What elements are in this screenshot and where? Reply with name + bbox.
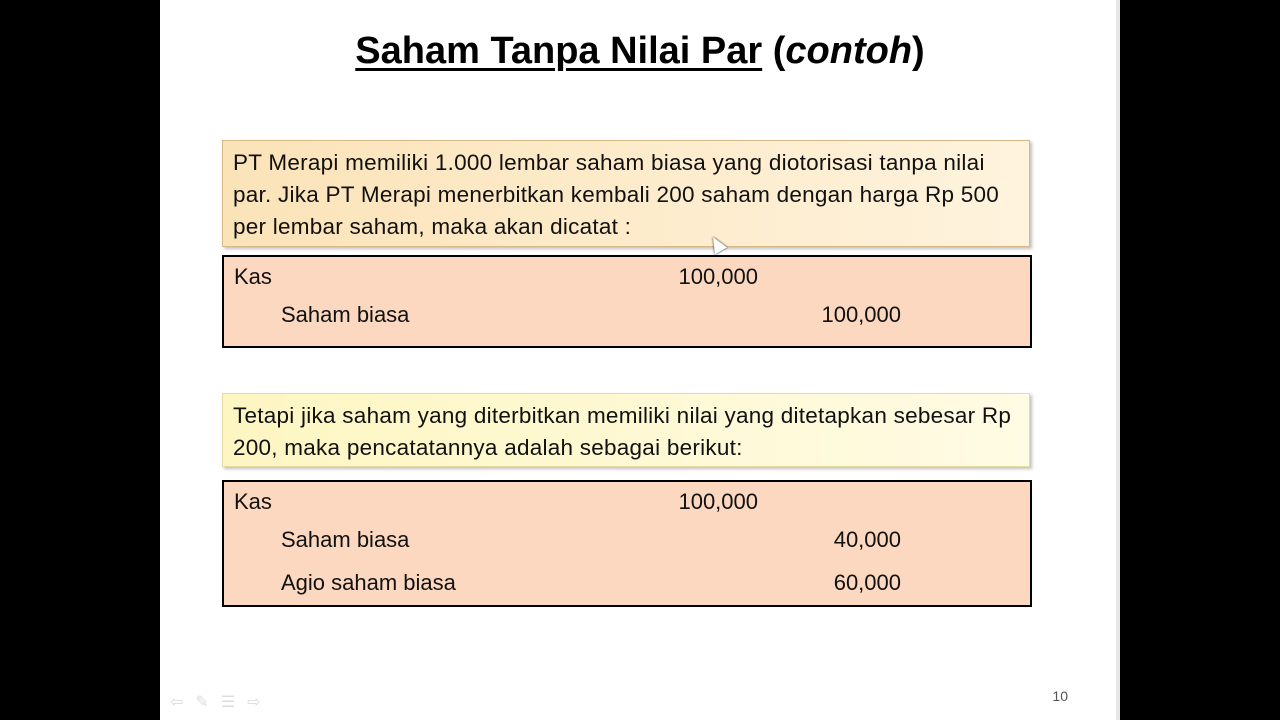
credit-amount: 40,000 (833, 527, 901, 552)
journal-entry-1 (222, 255, 1032, 348)
note-box-2: Tetapi jika saham yang diterbitkan memiliki nilai yang ditetapkan sebesar Rp 200, maka pencatatannya adalah sebagai berikut: (222, 393, 1030, 467)
journal-row (224, 257, 1030, 295)
journal-row (224, 563, 1030, 606)
account-name: Kas (234, 264, 272, 289)
debit-amount: 100,000 (678, 489, 758, 514)
title-close: ) (912, 30, 925, 72)
journal-row (224, 520, 1030, 563)
arrow-right-icon[interactable]: ⇨ (247, 694, 261, 711)
account-name: Saham biasa (281, 302, 410, 327)
account-name: Agio saham biasa (281, 570, 456, 595)
scrollbar[interactable] (1116, 0, 1120, 720)
credit-amount: 100,000 (821, 302, 901, 327)
account-name: Saham biasa (281, 527, 410, 552)
title-main: Saham Tanpa Nilai Par (355, 30, 763, 72)
debit-amount: 100,000 (678, 264, 758, 289)
slide (160, 0, 1120, 720)
credit-amount: 60,000 (833, 570, 901, 595)
slide-title (160, 30, 1120, 73)
slideshow-nav (170, 692, 261, 712)
journal-row (224, 295, 1030, 338)
page-number: 10 (1052, 688, 1068, 704)
title-italic: contoh (785, 30, 913, 72)
note-box-1: PT Merapi memiliki 1.000 lembar saham biasa yang diotorisasi tanpa nilai par. Jika PT Merapi menerbitkan kembali 200 saham dengan harga Rp 500 per lembar saham, maka akan dicatat : (222, 140, 1030, 247)
title-open: ( (762, 30, 786, 72)
pen-icon[interactable]: ✎ (195, 694, 209, 711)
account-name: Kas (234, 489, 272, 514)
menu-icon[interactable]: ☰ (220, 694, 236, 711)
arrow-left-icon[interactable]: ⇦ (170, 694, 184, 711)
journal-entry-2 (222, 480, 1032, 607)
journal-row (224, 482, 1030, 520)
